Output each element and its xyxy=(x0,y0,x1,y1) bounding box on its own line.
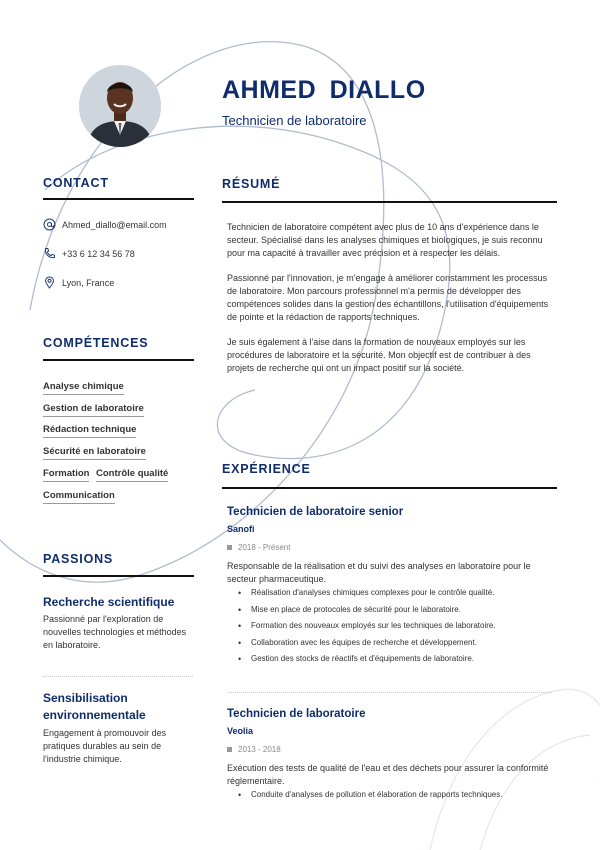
experience-divider xyxy=(222,487,557,489)
job-entry-dates xyxy=(227,745,281,754)
phone-text[interactable]: +33 6 12 34 56 78 xyxy=(62,248,135,259)
job-entry-dates xyxy=(227,543,290,552)
job-entry-company: Sanofi xyxy=(227,524,255,534)
skill-tag: Contrôle qualité xyxy=(96,468,168,482)
summary-body xyxy=(227,221,552,387)
job-entry-dates-text: 2018 - Présent xyxy=(238,543,291,552)
email-icon xyxy=(43,218,56,231)
bullet-item: • Réalisation d'analyses chimiques complexes pour le contrôle qualité. xyxy=(236,587,556,604)
contact-divider xyxy=(43,198,194,200)
passion-separator xyxy=(43,676,193,677)
email-text[interactable]: Ahmed_diallo@email.com xyxy=(62,219,167,230)
passions-divider xyxy=(43,575,194,577)
summary-paragraph: Technicien de laboratoire compétent avec plus de 10 ans d'expérience dans le secteur. Spécialisé dans les analyses chimiques et biologiques, je suis reconnu pour ma capacité à travailler avec précision et à respecter les délais. xyxy=(227,222,543,258)
passion-title: Recherche scientifique xyxy=(43,595,175,609)
phone-icon xyxy=(43,247,56,260)
bullet-item: • Conduite d'analyses de pollution et élaboration de rapports techniques. xyxy=(236,789,556,806)
bullet-item: • Collaboration avec les équipes de recherche et développement. xyxy=(236,637,556,654)
candidate-name: AHMED DIALLO xyxy=(222,76,426,104)
skills-heading: COMPÉTENCES xyxy=(43,336,149,350)
passion-title: Sensibilisation environnementale xyxy=(43,691,146,722)
skill-tag: Communication xyxy=(43,490,115,504)
bullet-item: • Gestion des stocks de réactifs et d'équipements de laboratoire. xyxy=(236,653,556,670)
job-separator xyxy=(227,692,552,693)
skills-divider xyxy=(43,359,194,361)
job-entry-title: Technicien de laboratoire xyxy=(227,708,366,720)
contact-heading: CONTACT xyxy=(43,176,109,190)
bullet-item: • Formation des nouveaux employés sur les techniques de laboratoire. xyxy=(236,620,556,637)
summary-divider xyxy=(222,201,557,203)
skill-tag: Formation xyxy=(43,468,89,482)
skill-tag: Rédaction technique xyxy=(43,424,136,438)
job-entry-bullets xyxy=(236,587,556,670)
contact-location xyxy=(43,276,114,289)
skill-tag: Gestion de laboratoire xyxy=(43,403,144,417)
contact-phone xyxy=(43,247,135,260)
job-entry-description: Responsable de la réalisation et du suivi des analyses en laboratoire pour le secteur pharmaceutique. xyxy=(227,561,531,584)
summary-paragraph: Je suis également à l'aise dans la formation de nouveaux employés sur les procédures de laboratoire et la sécurité. Mon objectif est de contribuer à des projets de recherche qui ont un impact positif sur la société. xyxy=(227,337,531,373)
summary-heading: RÉSUMÉ xyxy=(222,177,281,191)
job-entry-description: Exécution des tests de qualité de l'eau et des déchets pour assurer la conformité réglementaire. xyxy=(227,763,549,786)
skill-tag: Analyse chimique xyxy=(43,381,124,395)
avatar-icon xyxy=(79,65,161,147)
contact-email xyxy=(43,218,167,231)
calendar-icon xyxy=(227,545,232,550)
passions-heading: PASSIONS xyxy=(43,552,114,566)
skill-tag: Sécurité en laboratoire xyxy=(43,446,146,460)
calendar-icon xyxy=(227,747,232,752)
job-entry-company: Veolia xyxy=(227,726,254,736)
job-entry-dates-text: 2013 - 2018 xyxy=(238,745,281,754)
location-pin-icon xyxy=(43,276,56,289)
job-title: Technicien de laboratoire xyxy=(222,113,367,128)
bullet-item: • Mise en place de protocoles de sécurité pour le laboratoire. xyxy=(236,604,556,621)
passion-text: Engagement à promouvoir des pratiques durables au sein de l'industrie chimique. xyxy=(43,728,167,764)
passion-text: Passionné par l'exploration de nouvelles technologies et méthodes en laboratoire. xyxy=(43,614,187,650)
summary-paragraph: Passionné par l'innovation, je m'engage à améliorer constamment les processus de laboratoire. Mon parcours professionnel m'a permis de développer des compétences solides dans la gestion des échantillons, l'utilisation d'équipements de pointe et la rédaction de rapports techniques. xyxy=(227,273,549,322)
location-text: Lyon, France xyxy=(62,277,115,288)
job-entry-bullets xyxy=(236,789,556,806)
profile-photo xyxy=(79,65,161,147)
experience-heading: EXPÉRIENCE xyxy=(222,462,311,476)
job-entry-title: Technicien de laboratoire senior xyxy=(227,506,404,518)
